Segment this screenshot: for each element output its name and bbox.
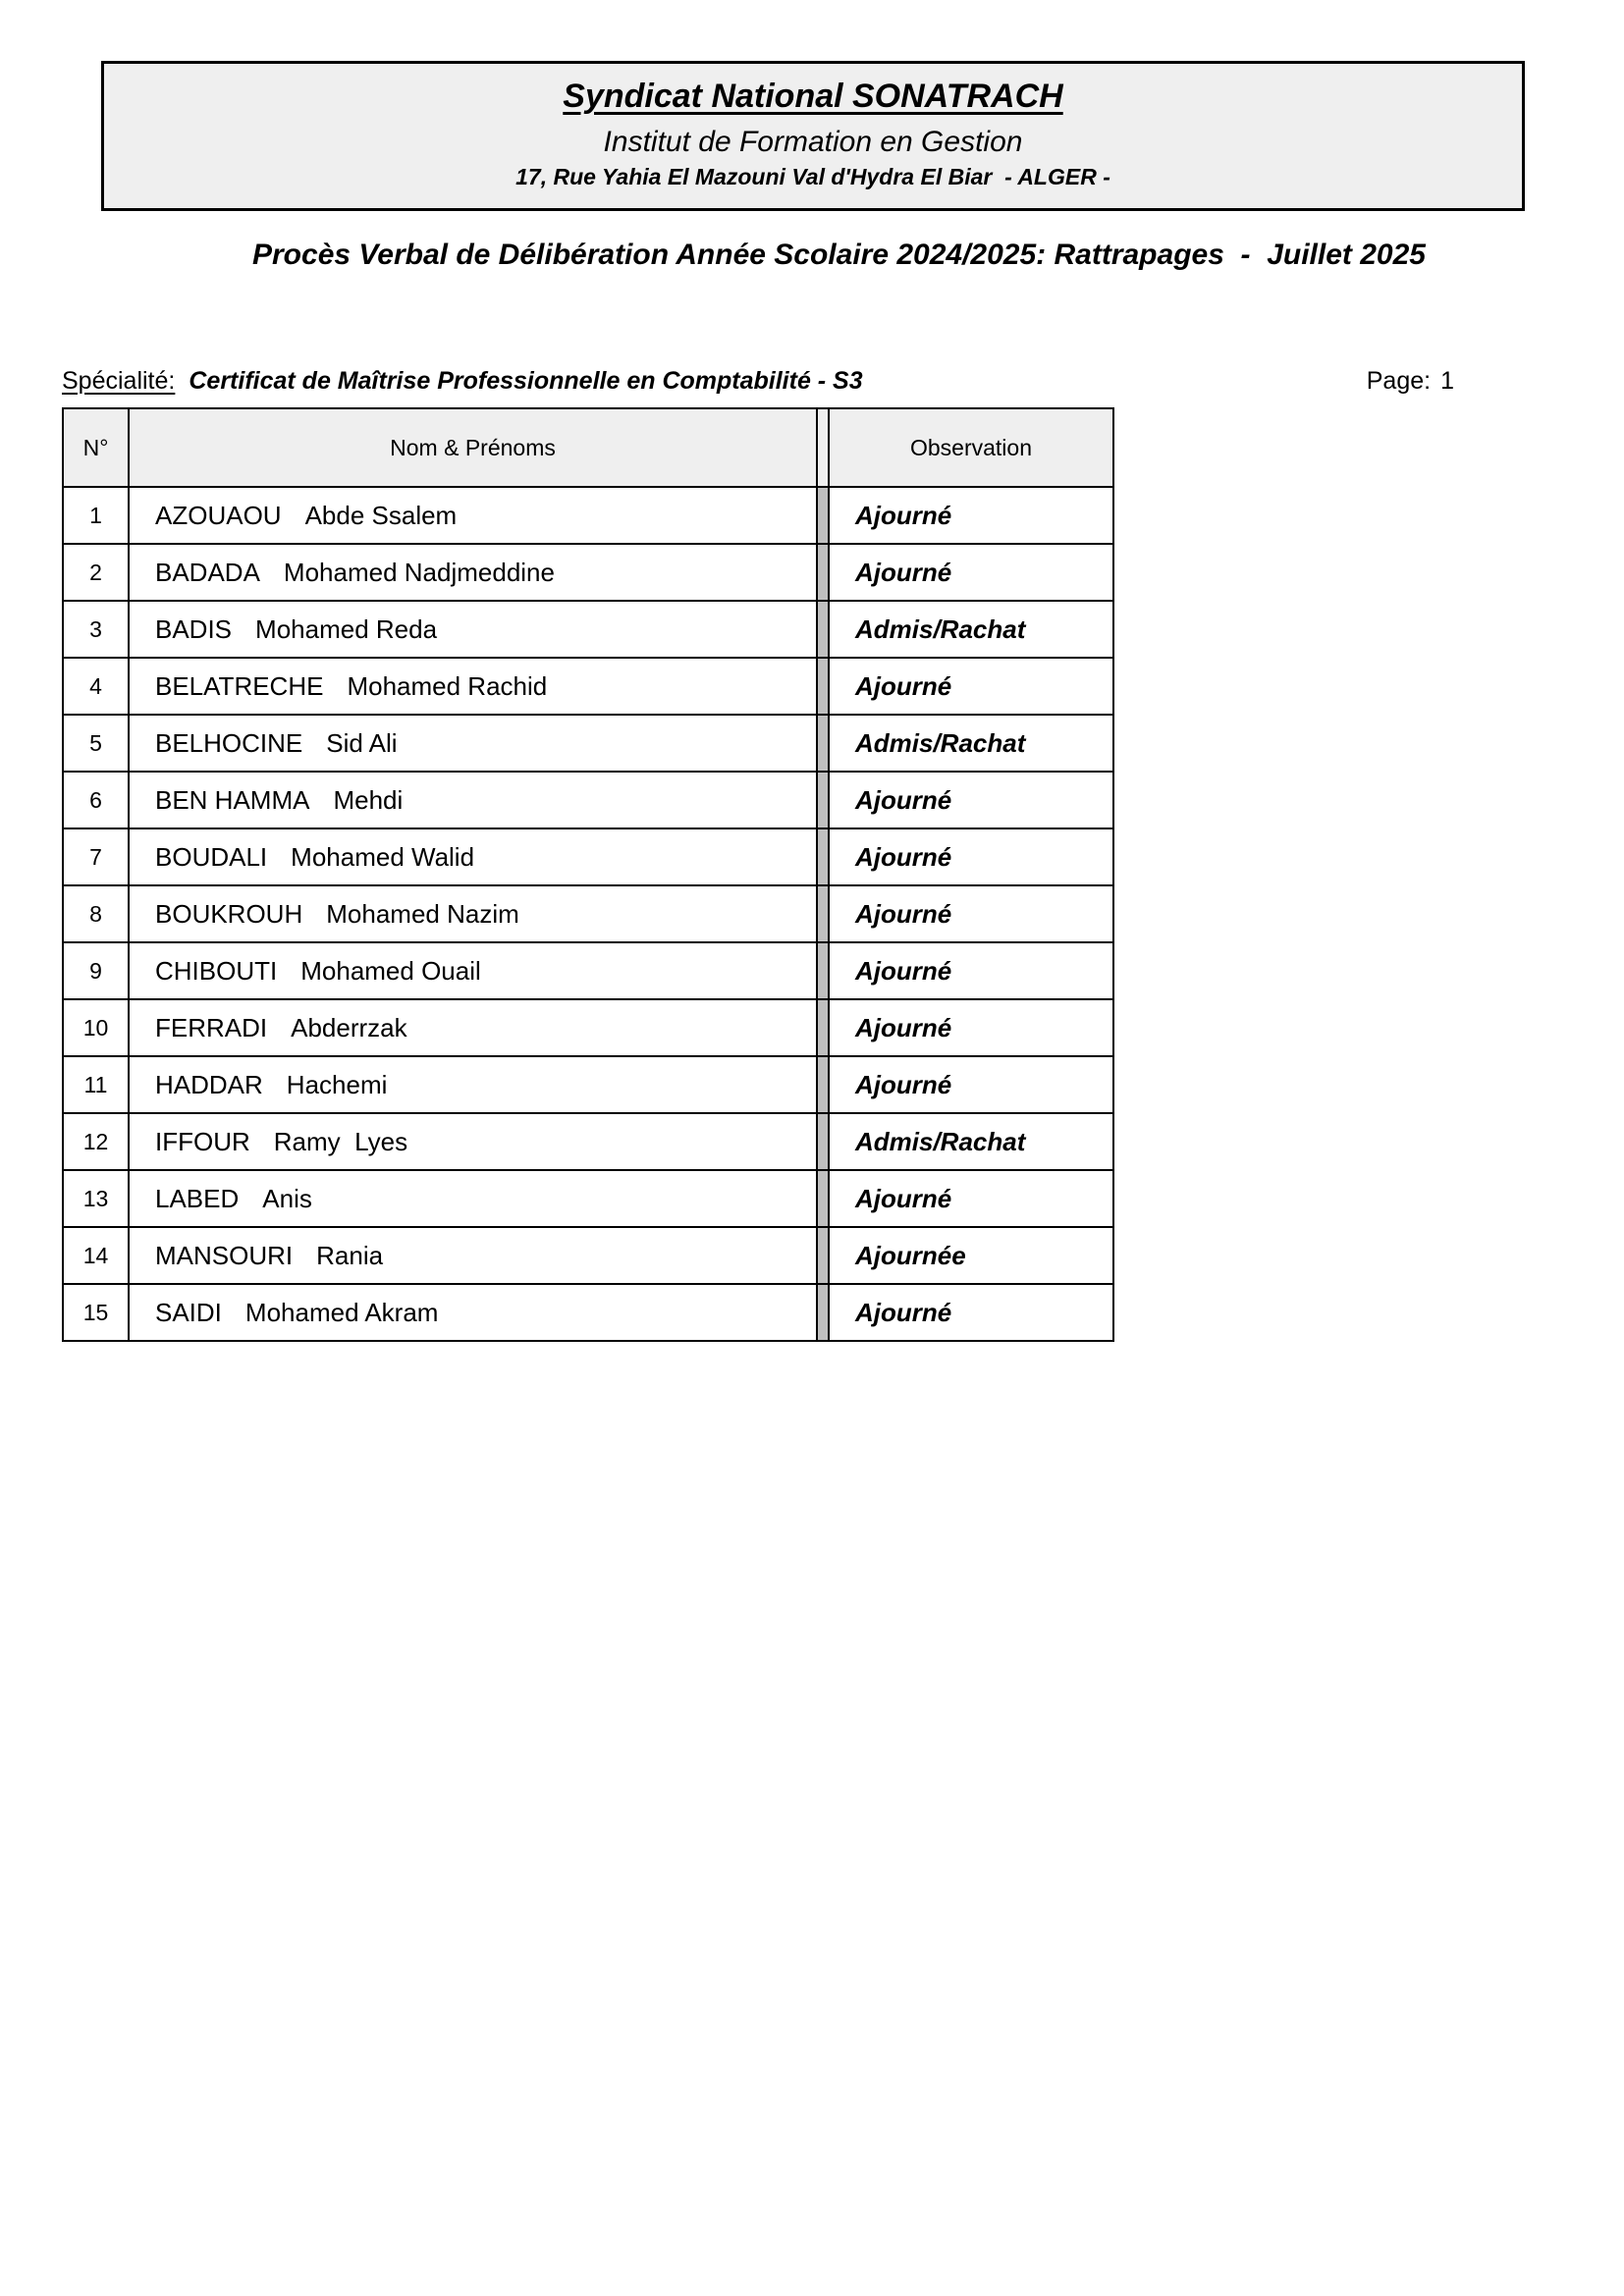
table-row bbox=[63, 828, 1113, 885]
observation-value: Ajourné bbox=[829, 828, 1113, 885]
observation-value: Ajourné bbox=[829, 942, 1113, 999]
address-line: 17, Rue Yahia El Mazouni Val d'Hydra El Biar - ALGER - bbox=[515, 164, 1110, 189]
page-number: 1 bbox=[1440, 367, 1454, 395]
row-number: 12 bbox=[63, 1113, 129, 1170]
student-name bbox=[129, 772, 817, 828]
row-number: 15 bbox=[63, 1284, 129, 1341]
column-divider bbox=[817, 1056, 829, 1113]
organization-title: Syndicat National SONATRACH bbox=[563, 78, 1063, 115]
row-number: 8 bbox=[63, 885, 129, 942]
student-firstname: Mohamed Nazim bbox=[326, 898, 519, 929]
row-number: 1 bbox=[63, 487, 129, 544]
institute-name: Institut de Formation en Gestion bbox=[603, 126, 1023, 158]
student-surname: AZOUAOU bbox=[155, 500, 282, 530]
table-row bbox=[63, 942, 1113, 999]
student-name bbox=[129, 999, 817, 1056]
table-row bbox=[63, 715, 1113, 772]
column-divider bbox=[817, 772, 829, 828]
observation-value: Admis/Rachat bbox=[829, 601, 1113, 658]
specialty-value: Certificat de Maîtrise Professionnelle en Comptabilité - S3 bbox=[189, 367, 863, 395]
table-row bbox=[63, 658, 1113, 715]
student-name bbox=[129, 544, 817, 601]
table-row bbox=[63, 772, 1113, 828]
table-row bbox=[63, 1284, 1113, 1341]
row-number: 13 bbox=[63, 1170, 129, 1227]
letterhead-box bbox=[101, 61, 1525, 211]
column-divider bbox=[817, 487, 829, 544]
student-name bbox=[129, 1227, 817, 1284]
specialty-line bbox=[62, 367, 863, 396]
observation-value: Ajourné bbox=[829, 544, 1113, 601]
student-surname: LABED bbox=[155, 1183, 240, 1213]
column-divider bbox=[817, 828, 829, 885]
observation-value: Ajourné bbox=[829, 1284, 1113, 1341]
row-number: 4 bbox=[63, 658, 129, 715]
header-observation: Observation bbox=[829, 408, 1113, 487]
table-header-row bbox=[63, 408, 1113, 487]
student-surname: BEN HAMMA bbox=[155, 784, 310, 815]
observation-value: Ajournée bbox=[829, 1227, 1113, 1284]
table-row bbox=[63, 1056, 1113, 1113]
row-number: 14 bbox=[63, 1227, 129, 1284]
student-firstname: Ramy Lyes bbox=[273, 1126, 408, 1156]
table-row bbox=[63, 1227, 1113, 1284]
student-firstname: Anis bbox=[262, 1183, 312, 1213]
student-name bbox=[129, 658, 817, 715]
student-firstname: Mohamed Nadjmeddine bbox=[283, 557, 555, 587]
student-surname: IFFOUR bbox=[155, 1126, 250, 1156]
table-row bbox=[63, 1113, 1113, 1170]
column-divider bbox=[817, 1227, 829, 1284]
observation-value: Admis/Rachat bbox=[829, 715, 1113, 772]
student-firstname: Sid Ali bbox=[326, 727, 398, 758]
student-name bbox=[129, 601, 817, 658]
student-name bbox=[129, 885, 817, 942]
student-surname: BOUDALI bbox=[155, 841, 268, 872]
observation-value: Ajourné bbox=[829, 885, 1113, 942]
observation-value: Ajourné bbox=[829, 999, 1113, 1056]
table-row bbox=[63, 601, 1113, 658]
student-firstname: Mohamed Walid bbox=[291, 841, 475, 872]
document-title: Procès Verbal de Délibération Année Scolaire 2024/2025: Rattrapages - Juillet 2025 bbox=[252, 239, 1426, 271]
student-surname: BOUKROUH bbox=[155, 898, 303, 929]
column-divider bbox=[817, 999, 829, 1056]
observation-value: Ajourné bbox=[829, 1170, 1113, 1227]
page-indicator bbox=[1367, 367, 1454, 396]
student-name bbox=[129, 1113, 817, 1170]
observation-value: Ajourné bbox=[829, 1056, 1113, 1113]
observation-value: Ajourné bbox=[829, 487, 1113, 544]
student-surname: FERRADI bbox=[155, 1012, 268, 1042]
student-surname: HADDAR bbox=[155, 1069, 263, 1099]
table-row bbox=[63, 1170, 1113, 1227]
column-divider bbox=[817, 1284, 829, 1341]
student-name bbox=[129, 487, 817, 544]
student-surname: CHIBOUTI bbox=[155, 955, 278, 986]
column-divider bbox=[817, 601, 829, 658]
observation-value: Ajourné bbox=[829, 658, 1113, 715]
student-firstname: Abde Ssalem bbox=[304, 500, 458, 530]
table-row bbox=[63, 885, 1113, 942]
column-divider bbox=[817, 715, 829, 772]
student-surname: MANSOURI bbox=[155, 1240, 294, 1270]
student-firstname: Mehdi bbox=[333, 784, 404, 815]
observation-value: Admis/Rachat bbox=[829, 1113, 1113, 1170]
student-surname: BADIS bbox=[155, 614, 233, 644]
student-name bbox=[129, 715, 817, 772]
page-label: Page: bbox=[1366, 367, 1432, 395]
header-num: N° bbox=[63, 408, 129, 487]
student-name bbox=[129, 1170, 817, 1227]
student-firstname: Mohamed Reda bbox=[255, 614, 438, 644]
student-name bbox=[129, 942, 817, 999]
student-firstname: Rania bbox=[316, 1240, 384, 1270]
row-number: 6 bbox=[63, 772, 129, 828]
student-firstname: Mohamed Akram bbox=[244, 1297, 439, 1327]
table-row bbox=[63, 487, 1113, 544]
row-number: 7 bbox=[63, 828, 129, 885]
row-number: 9 bbox=[63, 942, 129, 999]
student-surname: BELATRECHE bbox=[155, 670, 324, 701]
column-divider bbox=[817, 942, 829, 999]
header-name: Nom & Prénoms bbox=[129, 408, 817, 487]
student-name bbox=[129, 828, 817, 885]
table-row bbox=[63, 544, 1113, 601]
column-divider bbox=[817, 885, 829, 942]
column-divider bbox=[817, 408, 829, 487]
observation-value: Ajourné bbox=[829, 772, 1113, 828]
row-number: 11 bbox=[63, 1056, 129, 1113]
student-surname: SAIDI bbox=[155, 1297, 222, 1327]
student-name bbox=[129, 1284, 817, 1341]
row-number: 2 bbox=[63, 544, 129, 601]
student-firstname: Mohamed Ouail bbox=[300, 955, 481, 986]
row-number: 5 bbox=[63, 715, 129, 772]
specialty-label: Spécialité: bbox=[62, 367, 176, 395]
specialty-row bbox=[62, 367, 1454, 396]
column-divider bbox=[817, 658, 829, 715]
student-surname: BELHOCINE bbox=[155, 727, 303, 758]
row-number: 10 bbox=[63, 999, 129, 1056]
results-table bbox=[62, 407, 1114, 1342]
column-divider bbox=[817, 1170, 829, 1227]
table-row bbox=[63, 999, 1113, 1056]
row-number: 3 bbox=[63, 601, 129, 658]
student-surname: BADADA bbox=[155, 557, 260, 587]
student-firstname: Hachemi bbox=[286, 1069, 388, 1099]
column-divider bbox=[817, 1113, 829, 1170]
column-divider bbox=[817, 544, 829, 601]
student-firstname: Abderrzak bbox=[291, 1012, 407, 1042]
student-firstname: Mohamed Rachid bbox=[347, 670, 548, 701]
student-name bbox=[129, 1056, 817, 1113]
